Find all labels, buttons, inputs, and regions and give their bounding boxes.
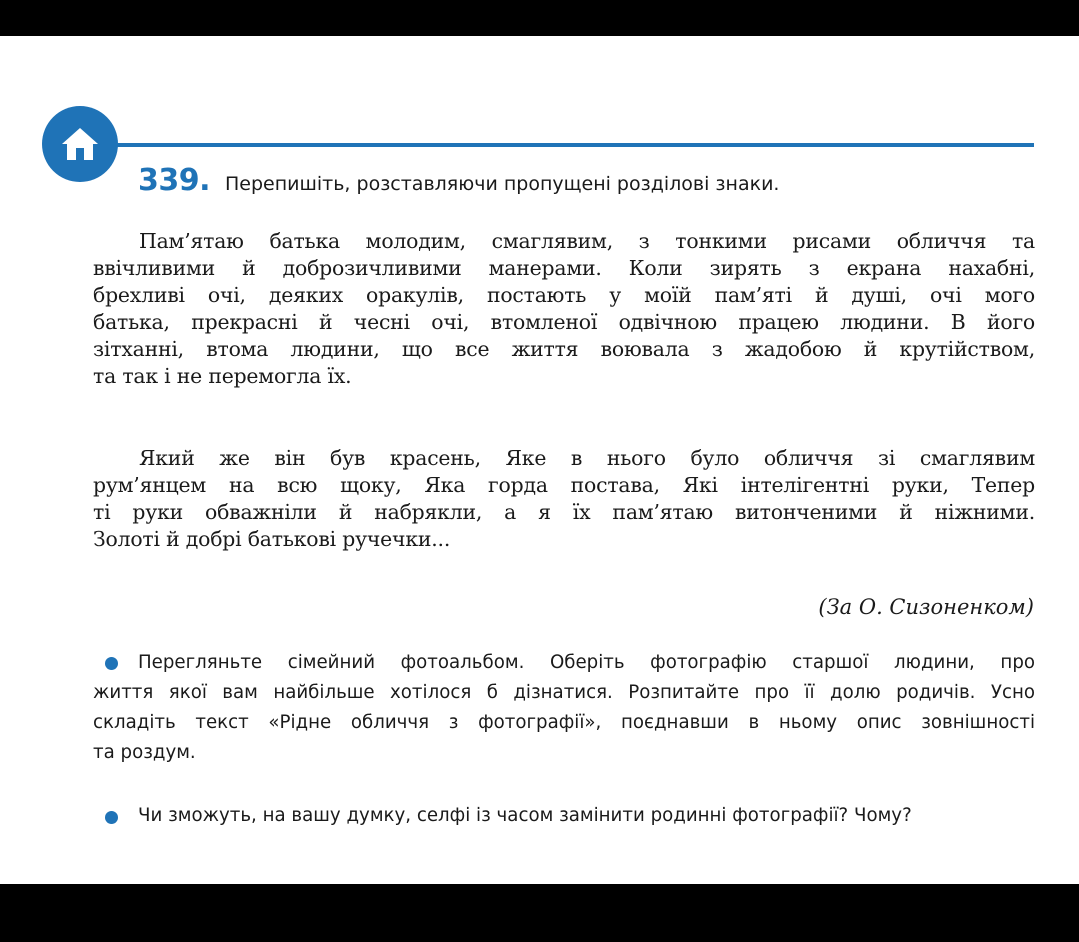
paragraph-1: [93, 228, 1035, 390]
text-line: Золоті й добрі батькові ручечки...: [93, 527, 451, 551]
text-line: батька, прекрасні й чесні очі, втомленої одвічною працею людини. В його: [93, 310, 1035, 334]
text-line: та так і не перемогла їх.: [93, 364, 352, 388]
header-rule: [108, 143, 1034, 147]
text-line: зітханні, втома людини, що все життя воювала з жадобою й крутійством,: [93, 337, 1035, 361]
task-line: Чи зможуть, на вашу думку, селфі із часом замінити родинні фотографії? Чому?: [138, 805, 912, 826]
text-line: Який же він був красень, Яке в нього було обличчя зі смаглявим: [139, 446, 1035, 470]
textbook-page: [0, 36, 1079, 884]
task-2: [93, 801, 1035, 831]
text-line: брехливі очі, деяких оракулів, постають у моїй пам’яті й душі, очі мого: [93, 283, 1035, 307]
paragraph-2: [93, 445, 1035, 553]
text-line: ввічливими й доброзичливими манерами. Коли зирять з екрана нахабні,: [93, 256, 1035, 280]
task-line: складіть текст «Рідне обличчя з фотографії», поєднавши в ньому опис зовнішності: [93, 712, 1035, 733]
text-line: Пам’ятаю батька молодим, смаглявим, з тонкими рисами обличчя та: [139, 229, 1035, 253]
task-line: Перегляньте сімейний фотоальбом. Оберіть фотографію старшої людини, про: [138, 652, 1035, 673]
text-line: ті руки обважніли й набрякли, а я їх пам’ятаю витонченими й ніжними.: [93, 500, 1035, 524]
exercise-instruction: Перепишіть, розставляючи пропущені розділові знаки.: [225, 173, 780, 195]
text-line: рум’янцем на всю щоку, Яка горда постава, Які інтелігентні руки, Тепер: [93, 473, 1035, 497]
exercise-number: 339.: [138, 163, 211, 198]
house-glyph: [60, 126, 100, 162]
task-1: [93, 648, 1035, 768]
task-line: життя якої вам найбільше хотілося б дізнатися. Розпитайте про її долю родичів. Усно: [93, 682, 1035, 703]
author-attribution: (За О. Сизоненком): [818, 595, 1034, 619]
home-icon: [42, 106, 118, 182]
task-line: та роздум.: [93, 742, 196, 763]
